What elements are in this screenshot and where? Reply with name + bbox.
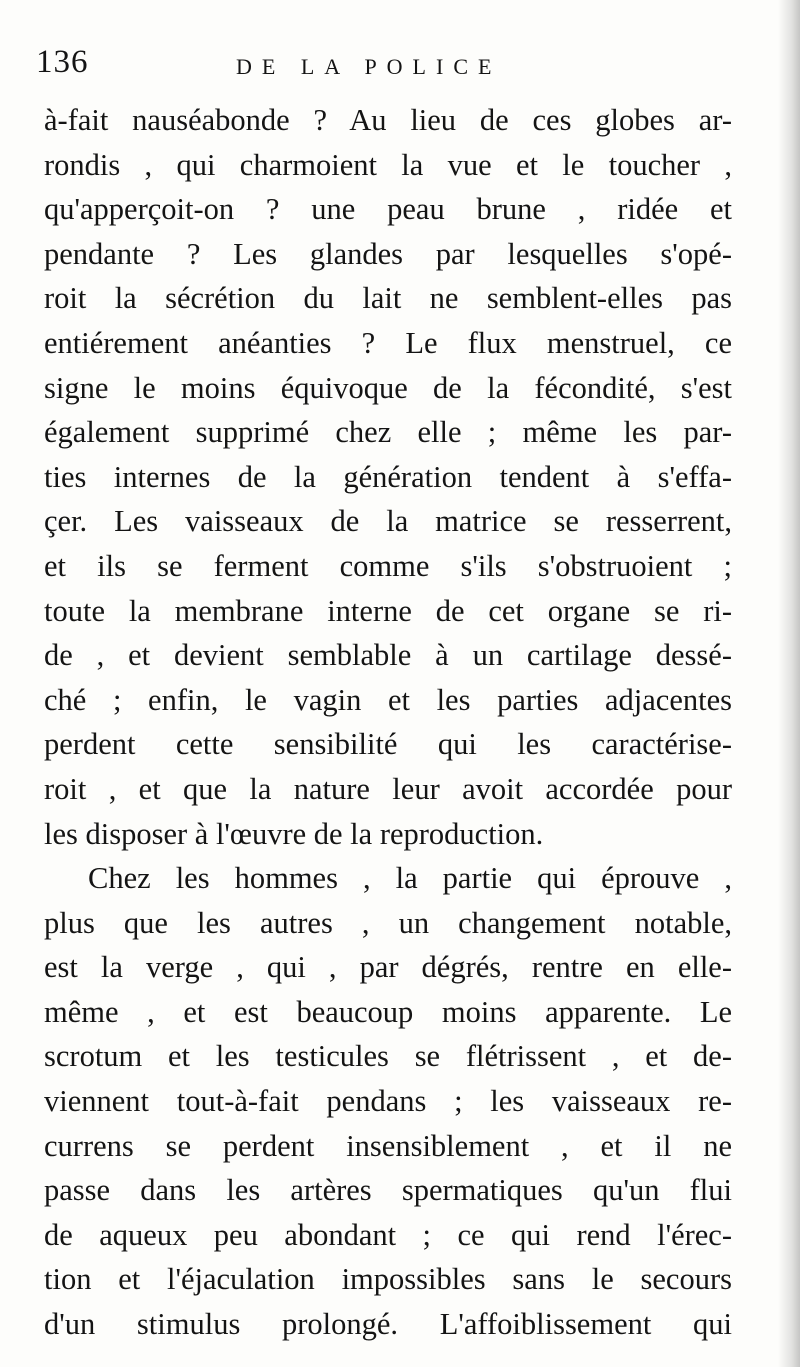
text-line: perdent cette sensibilité qui les caractérise- <box>44 727 732 762</box>
text-line: roit la sécrétion du lait ne semblent-elles pas <box>44 281 732 316</box>
text-line: qu'apperçoit-on ? une peau brune , ridée et <box>44 192 732 227</box>
text-line: rondis , qui charmoient la vue et le toucher , <box>44 147 732 182</box>
text-line: ché ; enfin, le vagin et les parties adjacentes <box>44 682 732 717</box>
text-line: çer. Les vaisseaux de la matrice se resserrent, <box>44 504 732 539</box>
body-text <box>44 98 732 1347</box>
text-line: tion et l'éjaculation impossibles sans le secours <box>44 1262 732 1297</box>
text-line: de , et devient semblable à un cartilage dessé- <box>44 638 732 673</box>
paragraph-start-line: Chez les hommes , la partie qui éprouve , <box>88 861 732 896</box>
text-line: de aqueux peu abondant ; ce qui rend l'érec- <box>44 1217 732 1252</box>
text-line: viennent tout-à-fait pendans ; les vaisseaux re- <box>44 1084 732 1119</box>
text-line: ties internes de la génération tendent à s'effa- <box>44 459 732 494</box>
spine-shadow <box>778 0 800 1367</box>
text-line: également supprimé chez elle ; même les par- <box>44 415 732 450</box>
text-line: entiérement anéanties ? Le flux menstruel, ce <box>44 325 732 360</box>
text-line: plus que les autres , un changement notable, <box>44 905 732 940</box>
text-line: signe le moins équivoque de la fécondité, s'est <box>44 370 732 405</box>
running-title: DE LA POLICE <box>236 54 502 79</box>
text-line: pendante ? Les glandes par lesquelles s'opé- <box>44 236 732 271</box>
text-line: est la verge , qui , par dégrés, rentre en elle- <box>44 950 732 985</box>
text-line: à-fait nauséabonde ? Au lieu de ces globes ar- <box>44 103 732 137</box>
text-line: d'un stimulus prolongé. L'affoiblissement qui <box>44 1307 732 1342</box>
page-number: 136 <box>36 44 89 80</box>
text-line: scrotum et les testicules se flétrissent , et de- <box>44 1039 732 1074</box>
text-line: toute la membrane interne de cet organe se ri- <box>44 593 732 628</box>
text-line: passe dans les artères spermatiques qu'un flui <box>44 1173 732 1208</box>
text-line: currens se perdent insensiblement , et il ne <box>44 1128 732 1163</box>
text-line: roit , et que la nature leur avoit accordée pour <box>44 771 732 806</box>
running-head <box>36 44 736 84</box>
text-line: même , et est beaucoup moins apparente. Le <box>44 994 732 1029</box>
text-line: et ils se ferment comme s'ils s'obstruoient ; <box>44 548 732 583</box>
paragraph-end-line: les disposer à l'œuvre de la reproduction. <box>44 816 544 851</box>
